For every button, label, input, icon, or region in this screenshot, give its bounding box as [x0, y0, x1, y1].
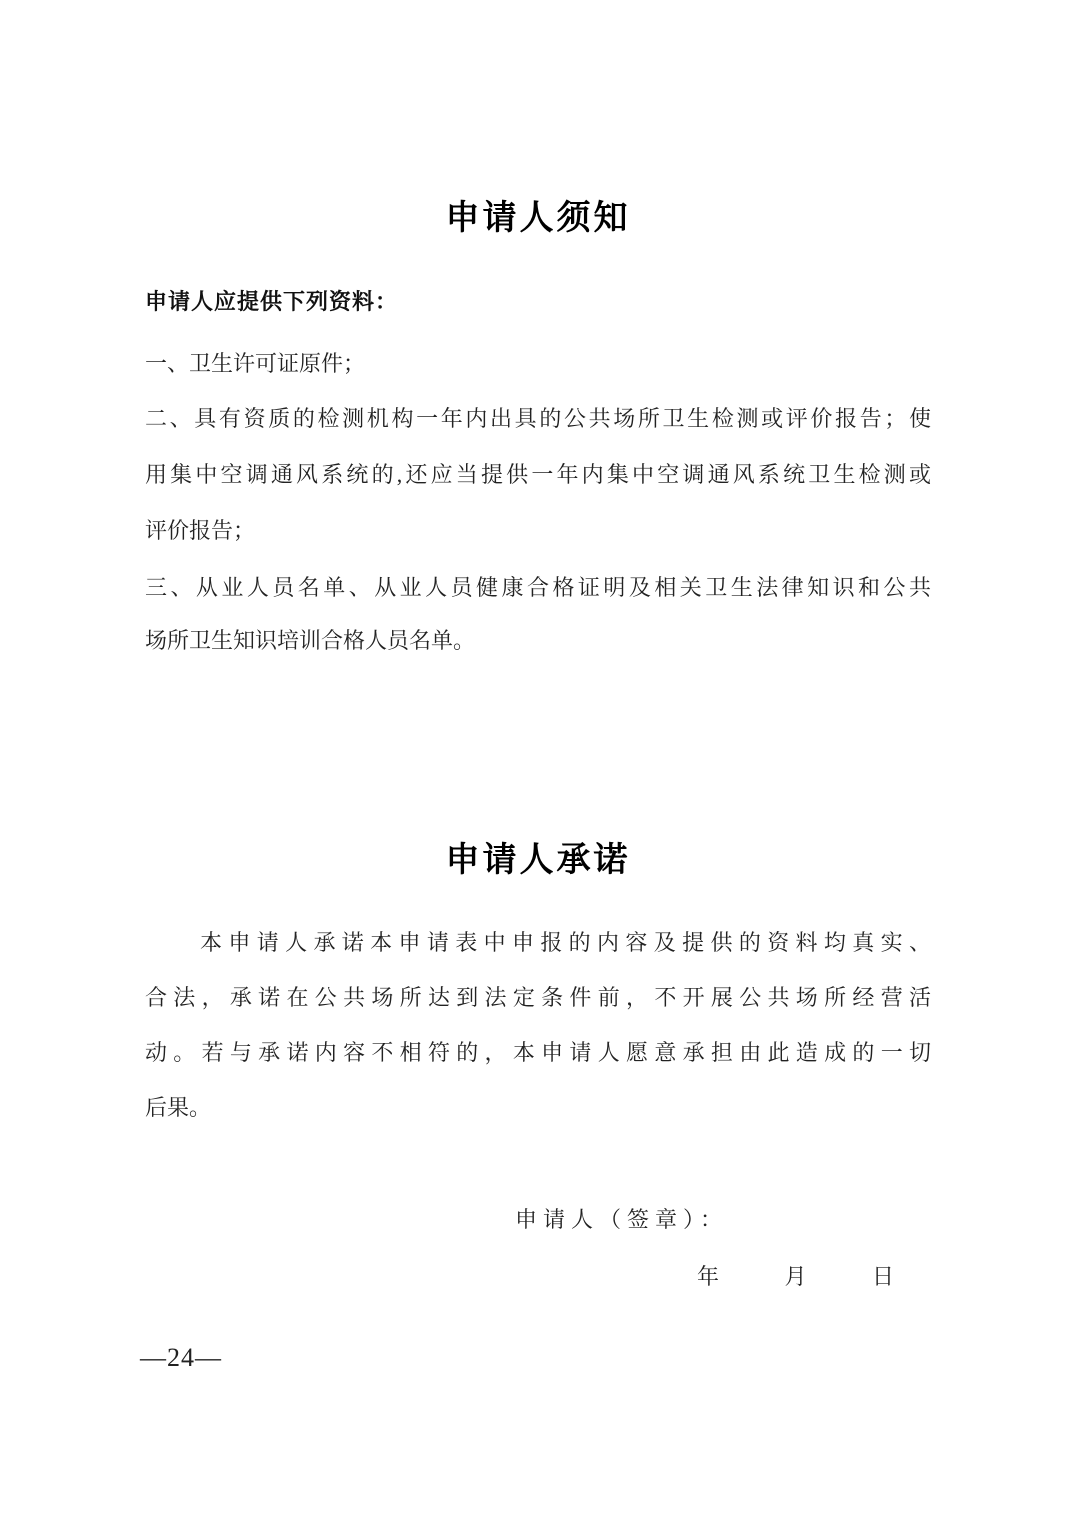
notice-item-1: 一、卫生许可证原件；: [145, 351, 366, 376]
date-year-label: 年: [697, 1264, 720, 1289]
date-month-label: 月: [784, 1264, 807, 1289]
notice-item-2-line-2: 用集中空调通风系统的,还应当提供一年内集中空调通风系统卫生检测或: [145, 462, 931, 487]
notice-item-2-line-1: 二、具有资质的检测机构一年内出具的公共场所卫生检测或评价报告；使: [145, 406, 931, 431]
notice-item-2-line-3: 评价报告；: [145, 518, 256, 543]
commitment-body-line-4: 后果。: [145, 1095, 212, 1120]
commitment-body-line-1: 本申请人承诺本申请表中申报的内容及提供的资料均真实、: [200, 930, 931, 955]
page-number: —24—: [140, 1343, 222, 1372]
notice-item-3-line-1: 三、从业人员名单、从业人员健康合格证明及相关卫生法律知识和公共: [145, 575, 931, 600]
date-line: [697, 1262, 997, 1292]
notice-intro: 申请人应提供下列资料：: [145, 289, 399, 314]
notice-title: 申请人须知: [445, 200, 631, 237]
commitment-body-line-2: 合法，承诺在公共场所达到法定条件前，不开展公共场所经营活: [145, 985, 931, 1010]
date-day-label: 日: [872, 1264, 895, 1289]
signature-label: 申请人（签章）：: [515, 1207, 729, 1232]
commitment-title: 申请人承诺: [445, 842, 631, 879]
notice-item-3-line-2: 场所卫生知识培训合格人员名单。: [145, 628, 476, 653]
commitment-body-line-3: 动。若与承诺内容不相符的，本申请人愿意承担由此造成的一切: [145, 1040, 931, 1065]
